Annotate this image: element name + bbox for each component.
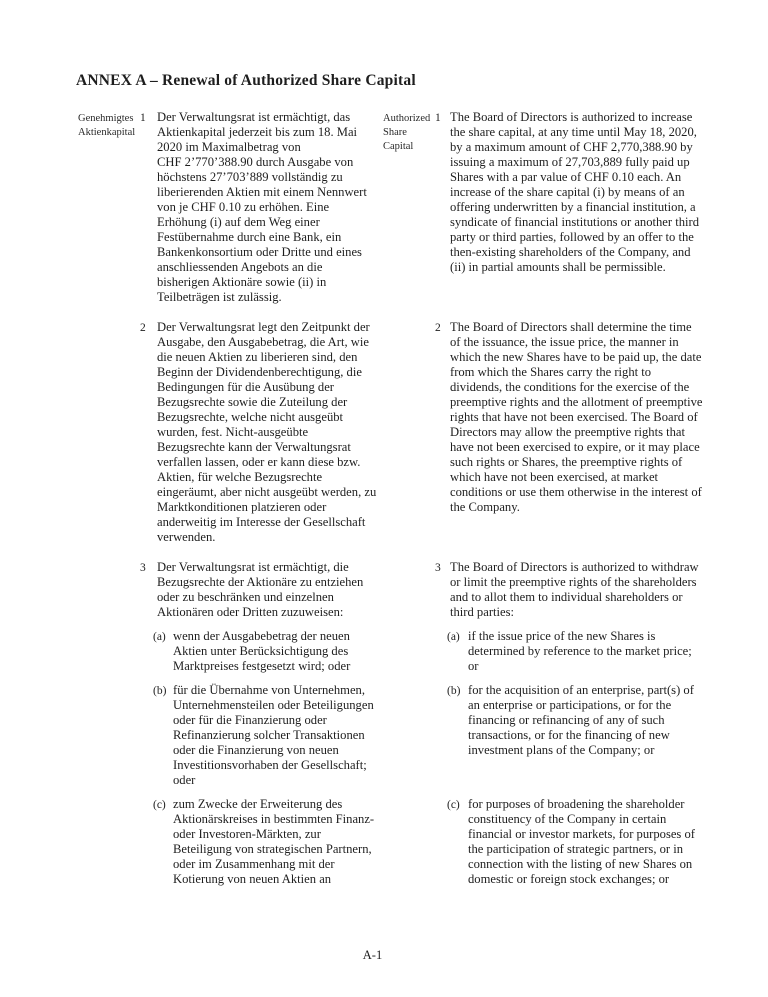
subclause-text-english-b: for the acquisition of an enterprise, part(s) of an enterprise or participations, or for the financing or refinancing of any of such transactions, or for the financing of new investment plans of the Company; or [468,683,694,757]
clause-text-english-1: The Board of Directors is authorized to increase the share capital, at any time until May 18, 2020, by a maximum amount of CHF 2,770,388.90 by issuing a maximum of 27,703,889 fully paid up Shares with a par value of CHF 0.10 each. An increase of the share capital (i) by means of an offering underwritten by a financial institution, a syndicate of financial institutions or another third party or third parties, followed by an offer to the then-existing shareholders of the Company, and (ii) in partial amounts shall be permissible. [450,110,700,274]
subclause-letter-english-a: (a) [447,631,460,643]
subclause-german-a [153,629,378,674]
clause-row-3 [78,560,708,620]
subclause-letter-german-a: (a) [153,631,166,643]
subclause-english-a [447,629,704,674]
page-number: A-1 [362,948,383,962]
margin-label-english: Authorized Share Capital [383,113,431,152]
clause-number-english-1: 1 [435,112,441,124]
clause-text-german-1: Der Verwaltungsrat ist ermächtigt, das Aktienkapital jederzeit bis zum 18. Mai 2020 im Maximalbetrag von CHF 2’770’388.90 durch Ausgabe von höchstens 27’703’889 vollständig zu liberierenden Aktien mit einem Nennwert von je CHF 0.10 zu erhöhen. Eine Erhöhung (i) auf dem Weg einer Festübernahme durch eine Bank, ein Bankenkonsortium oder Dritte und eines anschliessenden Angebots an die bisherigen Aktionäre sowie (ii) in Teilbeträgen ist zulässig. [157,110,367,304]
subclause-english-c [447,797,704,887]
clause-text-english-3: The Board of Directors is authorized to withdraw or limit the preemptive rights of the shareholders and to allot them to individual shareholders or third parties: [450,560,699,619]
clause-text-german-2: Der Verwaltungsrat legt den Zeitpunkt der Ausgabe, den Ausgabebetrag, die Art, wie die neuen Aktien zu liberieren sind, den Beginn der Dividendenberechtigung, die Bedingungen für die Ausübung der Bezugsrechte sowie die Zuteilung der Bezugsrechte, welche nicht ausgeübt wurden, fest. Nicht-ausgeübte Bezugsrechte kann der Verwaltungsrat verfallen lassen, oder er kann diese bzw. Aktien, für welche Bezugsrechte eingeräumt, aber nicht ausgeübt werden, zu Marktkonditionen platzieren oder anderweitig im Interesse der Gesellschaft verwenden. [157,320,377,544]
clause-row-2 [78,320,708,545]
clause-text-english-2: The Board of Directors shall determine the time of the issuance, the issue price, the manner in which the new Shares have to be paid up, the date from which the Shares carry the right to dividends, the conditions for the exercise of the preemptive rights and the allotment of preemptive rights that have not been exercised. The Board of Directors may allow the preemptive rights that have not been exercised to expire, or it may place such rights or Shares, the preemptive rights of which have not been exercised, at market conditions or use them otherwise in the interest of the Company. [450,320,703,514]
subclause-body [153,629,378,674]
clause-number-german-1: 1 [140,112,146,124]
subclause-row-b [78,683,708,788]
document-body [78,110,708,887]
clause-number-german-2: 2 [140,322,146,334]
subclause-row-a [78,629,708,674]
margin-label-spacer [383,629,435,631]
clause-number-english-3: 3 [435,562,441,574]
subclause-body [447,797,704,887]
subclause-text-german-b: für die Übernahme von Unternehmen, Unternehmensteilen oder Beteiligungen oder für die Finanzierung oder Refinanzierung solcher Transaktionen oder die Finanzierung von neuen Investitionsvorhaben der Gesellschaft; oder [173,683,374,787]
subclause-german-b [153,683,378,788]
margin-label-german: Genehmigtes Aktienkapital [78,113,136,138]
page-title: ANNEX A – Renewal of Authorized Share Capital [76,72,416,89]
subclause-letter-english-c: (c) [447,799,460,811]
margin-label-spacer [78,320,140,322]
clause-number-english-2: 2 [435,322,441,334]
subclause-letter-german-b: (b) [153,685,167,697]
subclause-text-english-a: if the issue price of the new Shares is determined by reference to the market price; or [468,629,692,673]
margin-label-spacer [78,560,140,562]
clause-number-german-3: 3 [140,562,146,574]
subclause-body [153,797,378,887]
subclause-letter-english-b: (b) [447,685,461,697]
margin-label-spacer [383,797,435,799]
subclause-text-german-c: zum Zwecke der Erweiterung des Aktionärskreises in bestimmten Finanz- oder Investoren-Märkten, zur Beteiligung von strategischen Partnern, oder im Zusammenhang mit der Kotierung von neuen Aktien an [173,797,375,886]
subclause-german-c [153,797,378,887]
margin-label-spacer [78,797,140,799]
subclause-body [447,629,704,674]
subclause-english-b [447,683,704,758]
subclause-body [447,683,704,758]
margin-label-spacer [78,683,140,685]
subclause-text-english-c: for purposes of broadening the shareholder constituency of the Company in certain financial or investor markets, for purposes of the participation of strategic partners, or in connection with the listing of new Shares on domestic or foreign stock exchanges; or [468,797,695,886]
subclause-row-c [78,797,708,887]
subclause-text-german-a: wenn der Ausgabebetrag der neuen Aktien unter Berücksichtigung des Marktpreises festgesetzt wird; oder [173,629,351,673]
subclause-body [153,683,378,788]
clause-row-1 [78,110,708,305]
margin-label-spacer [78,629,140,631]
margin-label-spacer [383,320,435,322]
margin-label-spacer [383,683,435,685]
clause-text-german-3: Der Verwaltungsrat ist ermächtigt, die Bezugsrechte der Aktionäre zu entziehen oder zu beschränken und einzelnen Aktionären oder Dritten zuzuweisen: [157,560,364,619]
margin-label-spacer [383,560,435,562]
subclause-letter-german-c: (c) [153,799,166,811]
